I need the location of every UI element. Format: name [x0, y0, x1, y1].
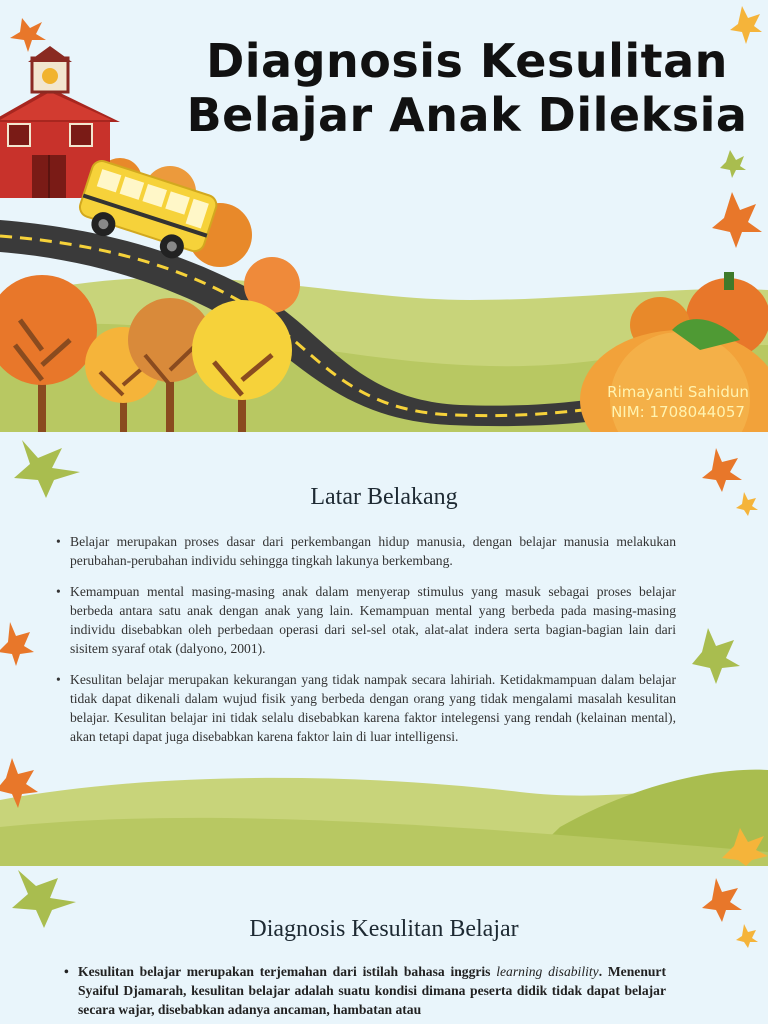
list-item	[56, 532, 676, 570]
bullet-list	[56, 532, 676, 758]
bullet-text: Belajar merupakan proses dasar dari perkembangan hidup manusia, dengan belajar manusia melakukan perubahan-perubahan individu sehingga tingkah lakunya berkembang.	[70, 534, 676, 568]
maple-leaf-icon	[692, 628, 740, 684]
slide-heading: Latar Belakang	[310, 484, 458, 510]
presentation-title	[182, 34, 752, 142]
title-line-2: Belajar Anak Dileksia	[186, 88, 748, 142]
slide-heading: Diagnosis Kesulitan Belajar	[249, 916, 519, 942]
bullet-dot: •	[56, 584, 61, 599]
school-bell-icon	[42, 68, 58, 84]
author-info	[596, 382, 760, 422]
bullet-text: Kemampuan mental masing-masing anak dalam menyerap stimulus yang masuk sebagai proses belajar berbeda antara satu anak dengan anak yang lain. Kemampuan mental yang berbeda pada masing-masing individu disebabkan oleh perbedaan operasi dari sel-sel otak, alat-alat indera serta bagian-bagian lain dari sisitem syaraf otak (dalyono, 2001).	[70, 584, 676, 656]
title-slide	[0, 0, 768, 432]
bullet-list	[64, 962, 666, 1019]
maple-leaf-icon	[0, 622, 34, 666]
author-name: Rimayanti Sahidun	[607, 383, 749, 401]
diagnosis-slide	[0, 866, 768, 1024]
bullet-dot: •	[64, 964, 69, 979]
list-item	[56, 582, 676, 658]
bullet-text: Kesulitan belajar merupakan terjemahan dari istilah bahasa inggris	[78, 964, 497, 979]
background-slide	[0, 432, 768, 866]
maple-leaf-icon	[720, 150, 746, 178]
maple-leaf-icon	[10, 18, 46, 52]
bullet-dot: •	[56, 672, 61, 687]
author-nim: NIM: 1708044057	[611, 403, 745, 421]
list-item	[56, 670, 676, 746]
bullet-text-cont: . Menenurt Syaiful Djamarah, kesulitan belajar adalah suatu kondisi dimana peserta didik tidak dapat belajar secara wajar, disebabkan adanya ancaman, hambatan atau	[78, 964, 666, 1017]
title-line-1: Diagnosis Kesulitan	[206, 34, 728, 88]
bullet-dot: •	[56, 534, 61, 549]
maple-leaf-icon	[712, 192, 762, 248]
bullet-term: learning disability	[496, 964, 599, 979]
bullet-text: Kesulitan belajar merupakan kekurangan yang tidak nampak secara lahiriah. Ketidakmampuan dalam belajar tidak dapat dikenali dalam wujud fisik yang berbeda dengan orang yang tidak mengalami masalah kesulitan belajar. Kesulitan belajar ini tidak selalu disebabkan karena faktor intelegensi yang rendah (kelainan mental), akan tetapi dapat juga disebabkan karena faktor lain di luar intelligensi.	[70, 672, 676, 744]
list-item	[64, 962, 666, 1019]
